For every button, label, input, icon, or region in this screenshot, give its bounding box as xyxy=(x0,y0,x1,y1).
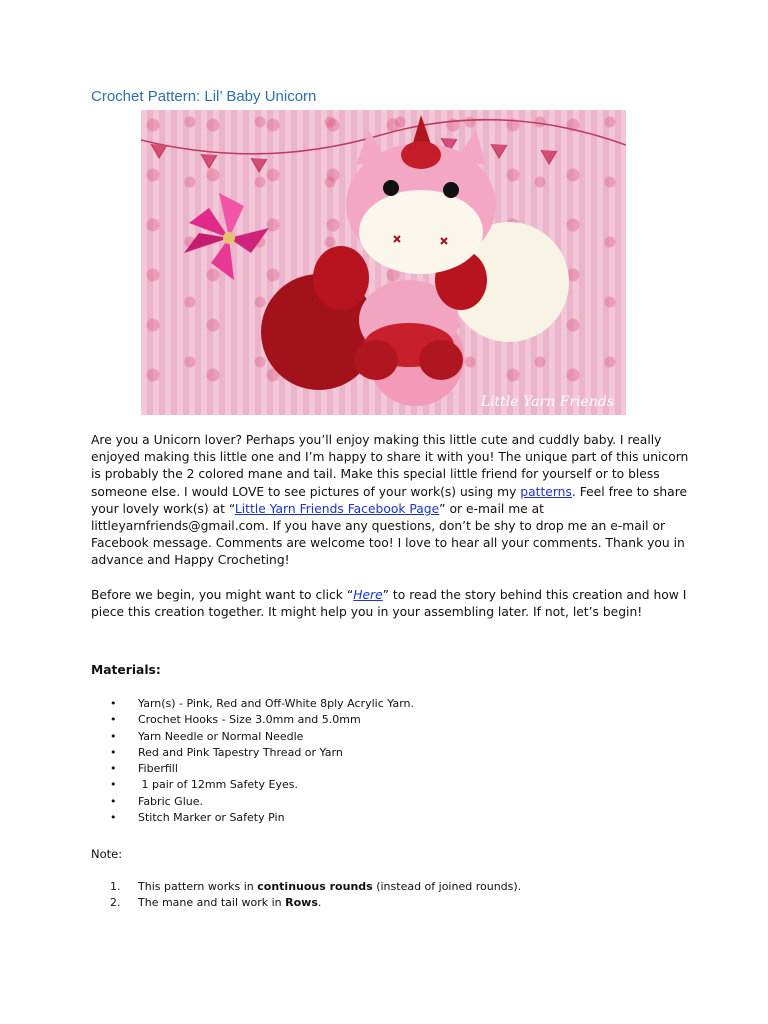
materials-item: • Crochet Hooks - Size 3.0mm and 5.0mm xyxy=(110,712,414,728)
note-item xyxy=(110,879,521,895)
intro-text-1: Are you a Unicorn lover? Perhaps you’ll enjoy making this little cute and cuddly baby. I really enjoyed making this little one and I’m happy to share it with you! The unique part of this unicorn is probably the 2 colored mane and tail. Make this special little friend for yourself or to bless someone else. I would LOVE to see pictures of your work(s) using my xyxy=(91,433,689,499)
materials-item: • Stitch Marker or Safety Pin xyxy=(110,810,414,826)
here-link[interactable]: Here xyxy=(353,587,383,602)
intro-text-3: ” or e-mail me at littleyarnfriends@gmail.com. If you have any questions, don’t be shy to drop me an e-mail or Facebook message. Comments are welcome too! I love to hear all your comments. Thank you in advance and Happy Crocheting! xyxy=(91,501,685,568)
materials-item: • Yarn Needle or Normal Needle xyxy=(110,729,414,745)
note-emphasis: continuous rounds xyxy=(257,880,373,893)
before-paragraph xyxy=(91,587,691,621)
materials-item: • Red and Pink Tapestry Thread or Yarn xyxy=(110,745,414,761)
intro-text-2: . Feel free to share your lovely work(s) at “ xyxy=(91,484,688,516)
materials-item: • Fabric Glue. xyxy=(110,794,414,810)
notes-list xyxy=(110,879,521,912)
note-number: 1. xyxy=(110,880,121,893)
unicorn-illustration xyxy=(141,110,626,415)
note-heading: Note: xyxy=(91,847,123,861)
before-text-1: Before we begin, you might want to click “ xyxy=(91,587,354,602)
materials-item: • 1 pair of 12mm Safety Eyes. xyxy=(110,777,414,793)
materials-heading: Materials: xyxy=(91,663,161,677)
facebook-page-link[interactable]: Little Yarn Friends Facebook Page xyxy=(234,501,440,516)
note-item xyxy=(110,895,521,911)
intro-paragraph xyxy=(91,432,691,570)
materials-item: • Fiberfill xyxy=(110,761,414,777)
note-text: (instead of joined rounds). xyxy=(372,880,522,893)
photo-watermark: Little Yarn Friends xyxy=(480,394,614,410)
note-text: The mane and tail work in xyxy=(138,896,286,910)
note-emphasis: Rows xyxy=(285,896,318,910)
materials-list xyxy=(110,696,414,826)
note-number: 2. xyxy=(110,896,121,910)
patterns-link[interactable]: patterns xyxy=(520,484,572,499)
before-text-2: ” to read the story behind this creation and how I piece this creation together. It might help you in your assembling later. If not, let’s begin! xyxy=(91,587,687,619)
materials-item: • Yarn(s) - Pink, Red and Off-White 8ply Acrylic Yarn. xyxy=(110,696,414,712)
note-text: . xyxy=(317,896,322,910)
note-text: This pattern works in xyxy=(138,880,258,893)
page-title: Crochet Pattern: Lil’ Baby Unicorn xyxy=(91,88,317,105)
body-text xyxy=(91,432,691,638)
unicorn-photo xyxy=(141,110,626,415)
